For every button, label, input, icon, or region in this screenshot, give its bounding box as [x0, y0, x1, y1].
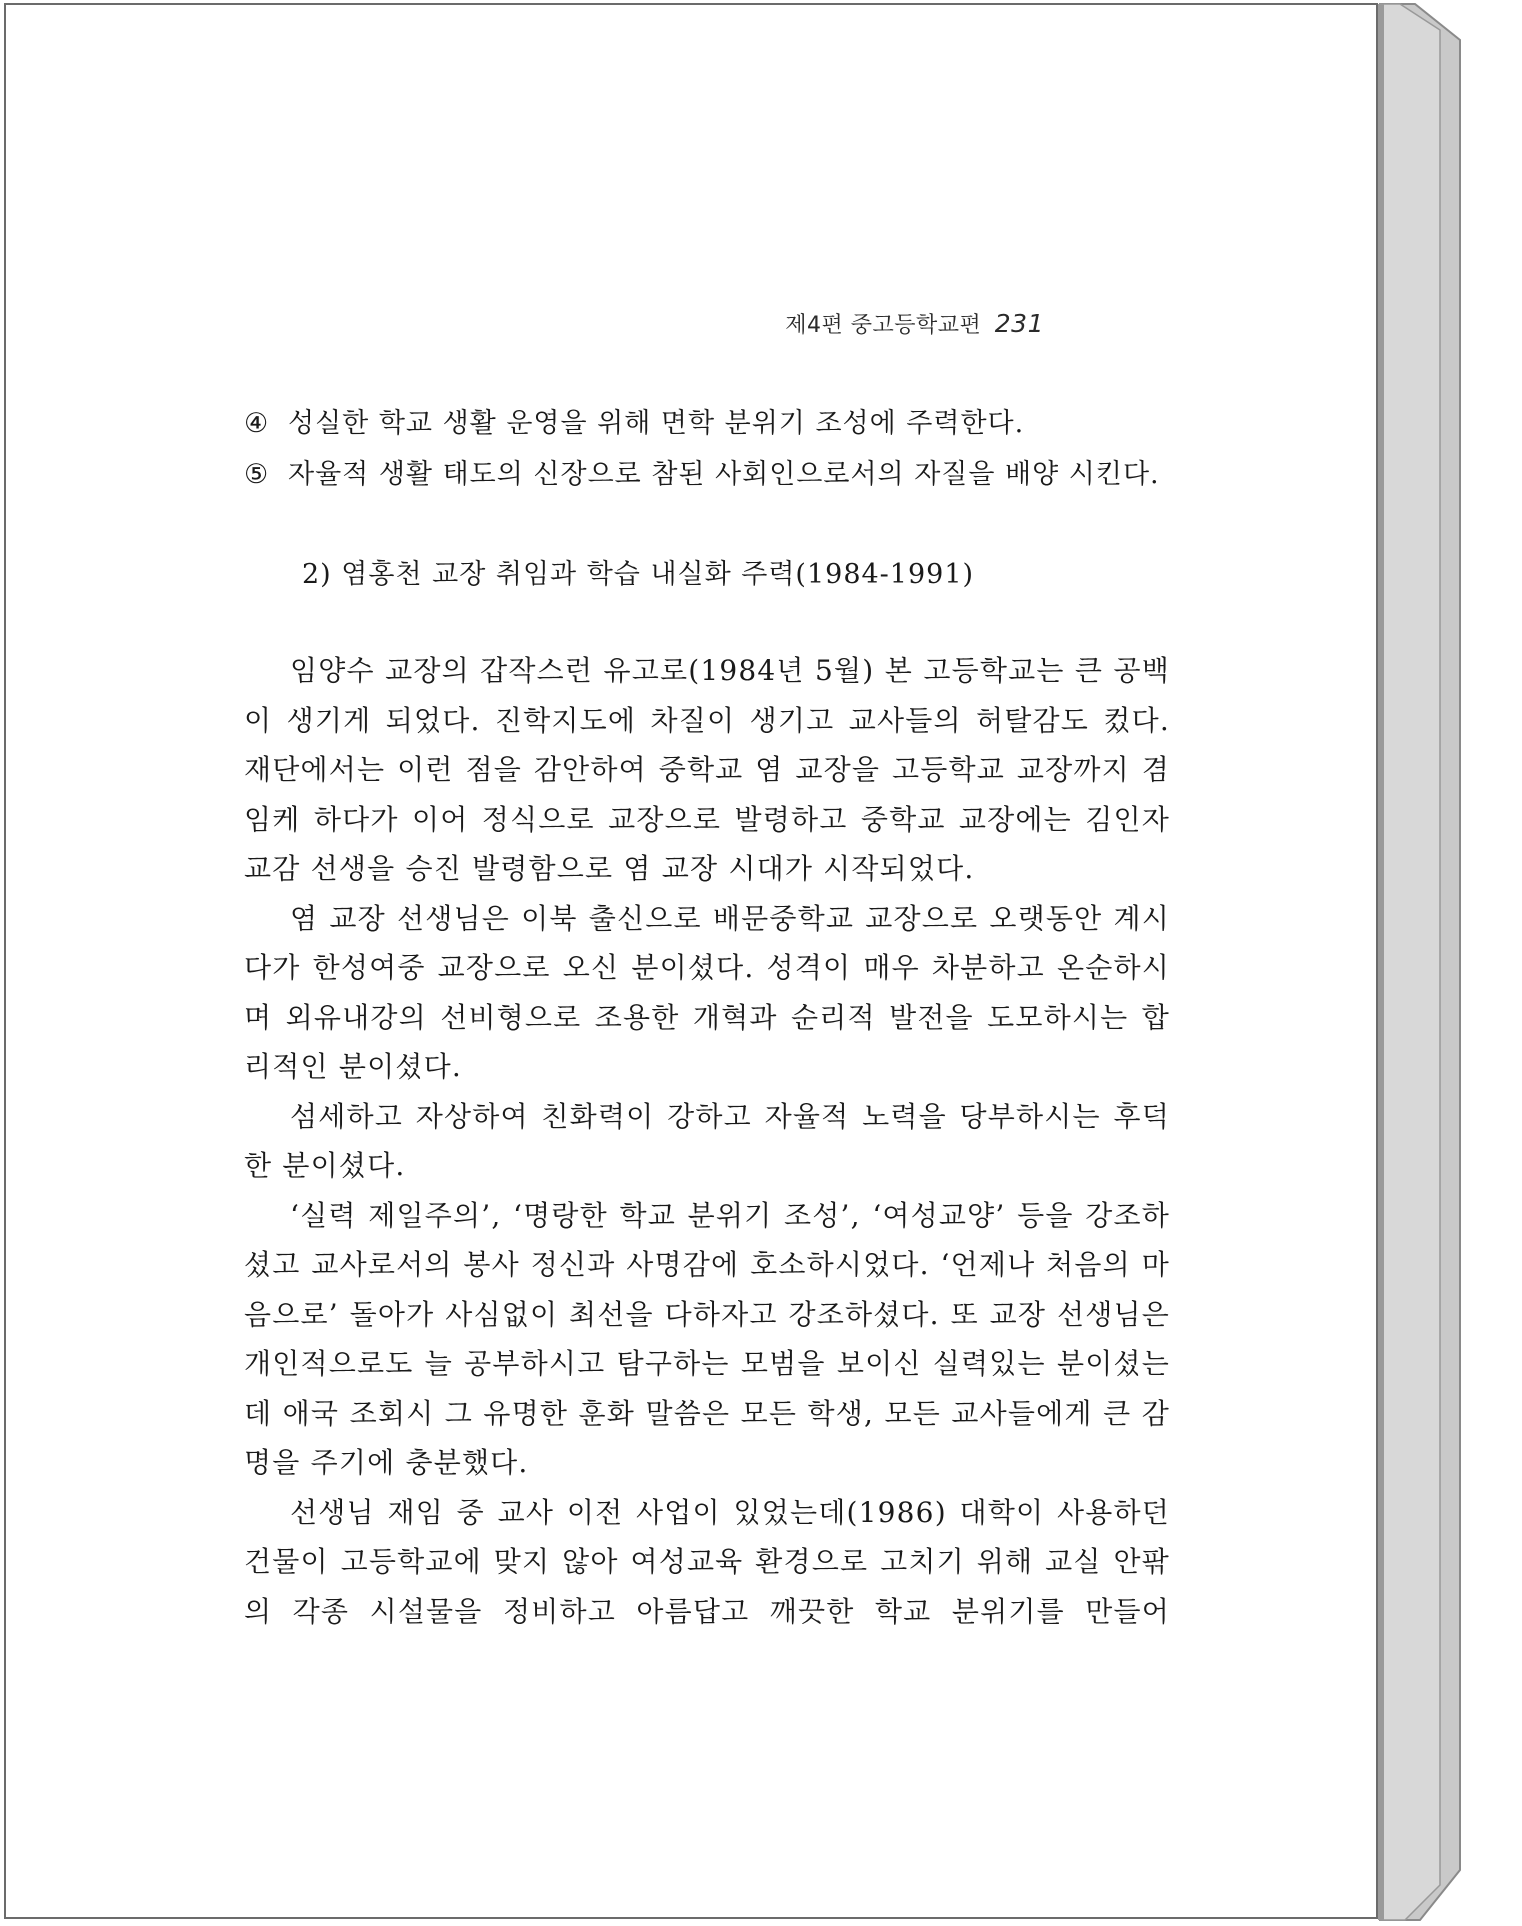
page-content — [244, 398, 1170, 1636]
list-marker: ④ — [244, 408, 270, 439]
list-item-text: 성실한 학교 생활 운영을 위해 면학 분위기 조성에 주력한다. — [288, 408, 1025, 439]
running-title: 제4편 중고등학교편 — [785, 313, 982, 338]
list-marker: ⑤ — [244, 459, 270, 490]
list-item-text: 자율적 생활 태도의 신장으로 참된 사회인으로서의 자질을 배양 시킨다. — [288, 459, 1160, 490]
list-item — [244, 449, 1170, 500]
paragraph: 섬세하고 자상하여 친화력이 강하고 자율적 노력을 당부하시는 후덕한 분이셨다. — [244, 1099, 1170, 1182]
page-number: 231 — [994, 309, 1044, 338]
paragraph: 염 교장 선생님은 이북 출신으로 배문중학교 교장으로 오랫동안 계시다가 한성여중 교장으로 오신 분이셨다. 성격이 매우 차분하고 온순하시며 외유내강의 선비형으로 조용한 개혁과 순리적 발전을 도모하시는 합리적인 분이셨다. — [244, 901, 1170, 1083]
paragraph: ‘실력 제일주의’, ‘명랑한 학교 분위기 조성’, ‘여성교양’ 등을 강조하셨고 교사로서의 봉사 정신과 사명감에 호소하시었다. ‘언제나 처음의 마음으로’ 돌아가 사심없이 최선을 다하자고 강조하셨다. 또 교장 선생님은 개인적으로도 늘 공부하시고 탐구하는 모범을 보이신 실력있는 분이셨는데 애국 조회시 그 유명한 훈화 말씀은 모든 학생, 모든 교사들에게 큰 감명을 주기에 충분했다. — [244, 1198, 1170, 1479]
body-text — [244, 646, 1170, 1636]
running-header — [785, 308, 1044, 339]
section-heading: 2) 염홍천 교장 취임과 학습 내실화 주력(1984-1991) — [302, 559, 975, 590]
paragraph: 임양수 교장의 갑작스런 유고로(1984년 5월) 본 고등학교는 큰 공백이 생기게 되었다. 진학지도에 차질이 생기고 교사들의 허탈감도 컸다. 재단에서는 이런 점을 감안하여 중학교 염 교장을 고등학교 교장까지 겸임케 하다가 이어 정식으로 교장으로 발령하고 중학교 교장에는 김인자 교감 선생을 승진 발령함으로 염 교장 시대가 시작되었다. — [244, 654, 1170, 885]
list-item — [244, 398, 1170, 449]
paragraph: 선생님 재임 중 교사 이전 사업이 있었는데(1986) 대학이 사용하던 건물이 고등학교에 맞지 않아 여성교육 환경으로 고치기 위해 교실 안팎의 각종 시설물을 정비하고 아름답고 깨끗한 학교 분위기를 만들어 — [244, 1495, 1170, 1628]
